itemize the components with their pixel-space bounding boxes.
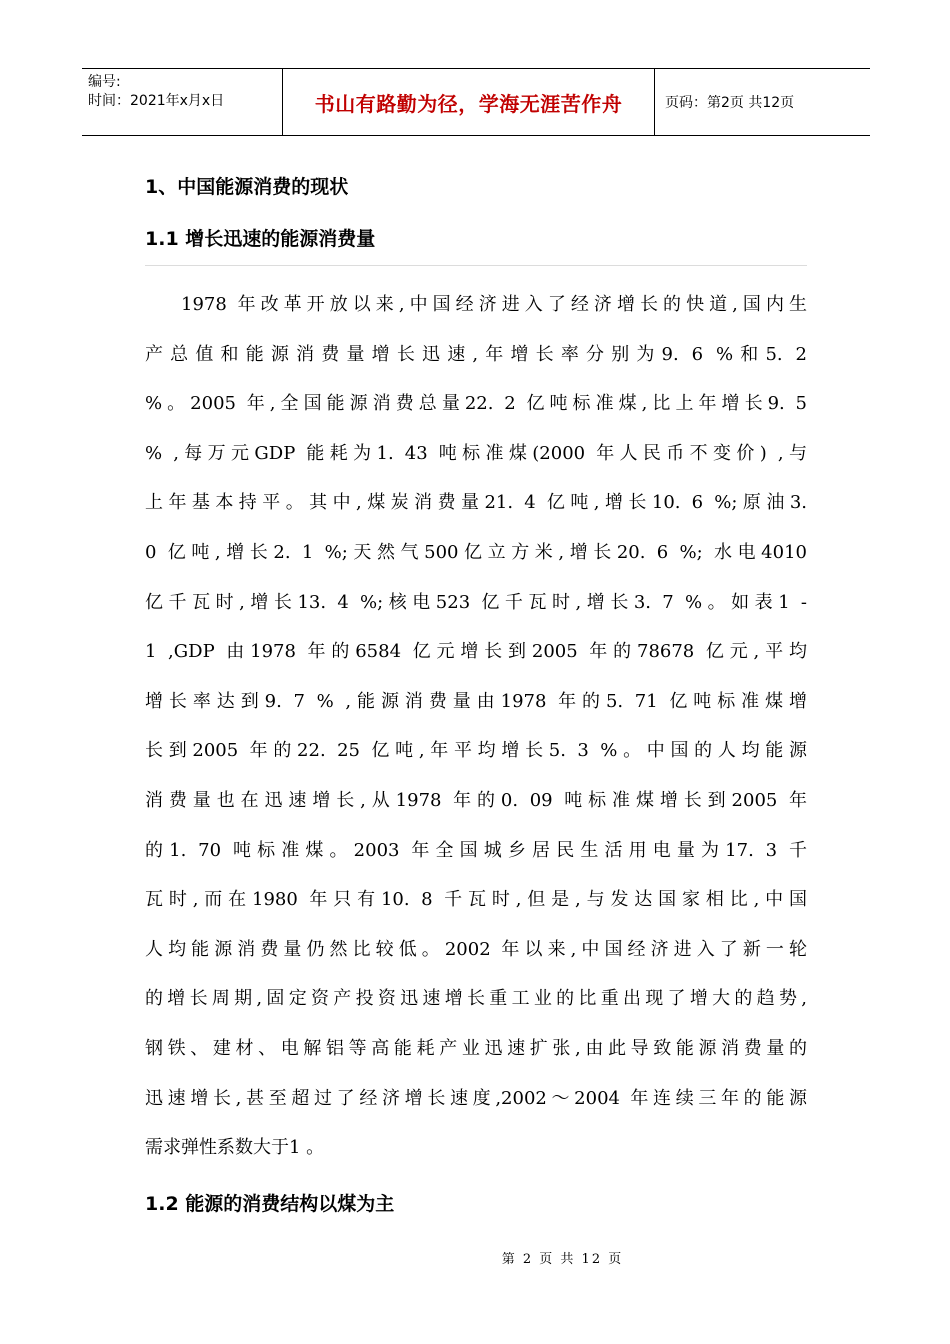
paragraph: [145, 285, 807, 1178]
header-motto: 书山有路勤为径，学海无涯苦作舟: [282, 69, 655, 135]
paragraph-line: 钢铁、建材、电解铝等高能耗产业迅速扩张,由此导致能源消费量的: [145, 1037, 807, 1059]
paragraph-line: 长到2005 年的22. 25 亿吨,年平均增长5. 3 %。中国的人均能源: [145, 740, 807, 762]
paragraph-line: 产总值和能源消费量增长迅速,年增长率分别为9. 6 %和5. 2: [145, 343, 807, 365]
document-number-label: 编号:: [88, 74, 121, 90]
paragraph-line: % ,每万元GDP 能耗为1. 43 吨标准煤(2000 年人民币不变价) ,与: [145, 442, 807, 464]
paragraph-line: 迅速增长,甚至超过了经济增长速度,2002～2004 年连续三年的能源: [145, 1087, 807, 1109]
paragraph-line: 0 亿吨,增长2. 1 %;天然气500亿立方米,增长20. 6 %; 水电4010: [145, 541, 807, 563]
paragraph-line: %。2005 年,全国能源消费总量22. 2 亿吨标准煤,比上年增长9. 5: [145, 393, 807, 415]
paragraph-line: 上年基本持平。其中,煤炭消费量21. 4 亿吨,增长10. 6 %;原油3.: [145, 492, 807, 514]
paragraph-line: 1 ,GDP 由1978 年的6584 亿元增长到2005 年的78678 亿元,平均: [145, 641, 807, 663]
paragraph-line: 需求弹性系数大于1 。: [145, 1137, 325, 1159]
paragraph-line: 增长率达到9. 7 % ,能源消费量由1978 年的5. 71 亿吨标准煤增: [145, 690, 807, 712]
subsection-title-2: 1.2 能源的消费结构以煤为主: [145, 1193, 395, 1215]
document-time-label: 时间：2021年x月x日: [88, 93, 225, 109]
subsection-title-1: 1.1 增长迅速的能源消费量: [145, 228, 376, 250]
divider: [145, 265, 807, 266]
page-header: [82, 68, 870, 136]
paragraph-line: 1978 年改革开放以来,中国经济进入了经济增长的快道,国内生: [181, 294, 807, 315]
paragraph-line: 亿千瓦时,增长13. 4 %;核电523 亿千瓦时,增长3. 7 %。如表1 -: [145, 591, 807, 613]
header-meta: [82, 69, 282, 135]
footer-page-number: 第 2 页 共 12 页: [501, 1252, 624, 1267]
paragraph-line: 消费量也在迅速增长,从1978 年的0. 09 吨标准煤增长到2005 年: [145, 789, 807, 811]
paragraph-line: 人均能源消费量仍然比较低。2002 年以来,中国经济进入了新一轮: [145, 938, 807, 960]
paragraph-line: 的1. 70 吨标准煤。2003 年全国城乡居民生活用电量为17. 3 千: [145, 839, 807, 861]
header-page-label: 页码：第2页 共12页: [665, 95, 795, 111]
section-title: 1、中国能源消费的现状: [145, 176, 349, 198]
paragraph-line: 瓦时,而在1980 年只有10. 8 千瓦时,但是,与发达国家相比,中国: [145, 889, 807, 911]
page-footer: [0, 1248, 950, 1267]
paragraph-line: 的增长周期,固定资产投资迅速增长重工业的比重出现了增大的趋势,: [145, 988, 807, 1010]
